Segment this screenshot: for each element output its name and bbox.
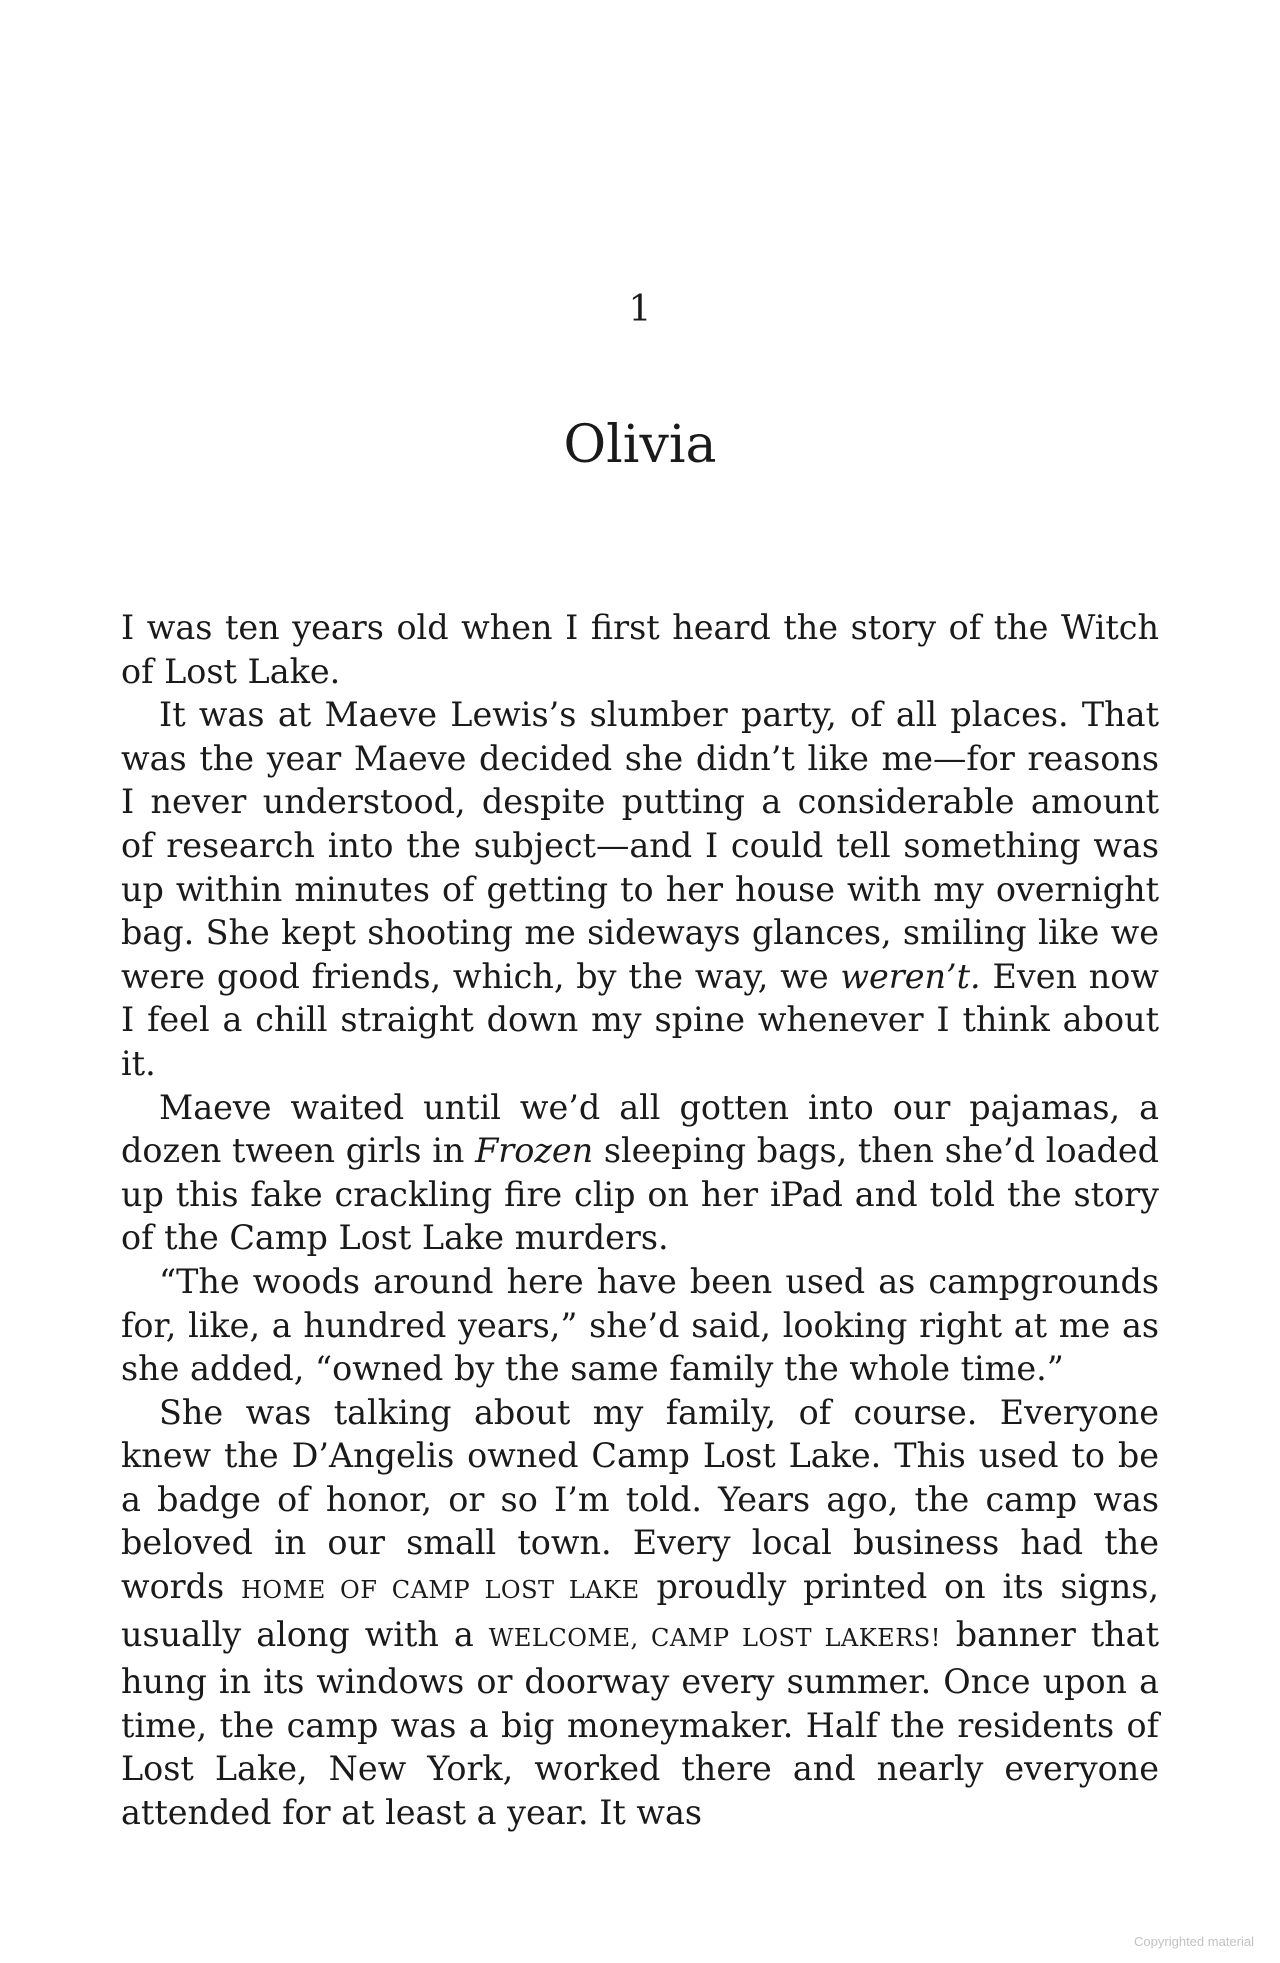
paragraph-text: She was talking about my family, of course. Everyone knew the D’Angelis owned Camp Lost Lake. This used to be a badge of honor, or so I’m told. Years ago, the camp was beloved in our small town. Every local business had the words [121,1392,1159,1607]
paragraph [121,1260,1159,1391]
paragraph-text: “The woods around here have been used as campgrounds for, like, a hundred years,” she’d said, looking right at me as she added, “owned by the same family the whole time.” [121,1261,1159,1389]
paragraph-text: Maeve waited until we’d all gotten into our pajamas, a dozen tween girls in [121,1087,1159,1171]
paragraph-text: It was at Maeve Lewis’s slumber party, of all places. That was the year Maeve decided she didn’t like me—for reasons I never understood, despite putting a considerable amount of research into the subject—and I could tell something was up within minutes of getting to her house with my overnight bag. She kept shooting me sideways glances, smiling like we were good friends, which, by the way, we [121,695,1159,996]
italic-text: Frozen [475,1131,594,1171]
small-caps-text: HOME OF CAMP LOST LAKE [240,1576,640,1605]
paragraph [121,1391,1159,1835]
paragraph-text: I was ten years old when I first heard the story of the Witch of Lost Lake. [121,608,1159,691]
chapter-number: 1 [628,289,652,330]
chapter-title: Olivia [563,415,717,475]
paragraph [121,606,1159,693]
paragraph-text: banner that hung in its windows or doorway every summer. Once upon a time, the camp was a big moneymaker. Half the residents of Lost Lake, New York, worked there and nearly everyone attended for at least a year. It was [121,1614,1159,1833]
paragraph [121,693,1159,1085]
paragraph-text: Even now I feel a chill straight down my spine whenever I think about it. [121,956,1159,1083]
small-caps-text: WELCOME, CAMP LOST LAKERS! [488,1623,941,1652]
paragraph-text: proudly printed on its signs, usually along with a [121,1567,1159,1654]
copyright-watermark: Copyrighted material [1134,1934,1254,1949]
chapter-body-text [121,606,1159,1835]
paragraph-text: sleeping bags, then she’d loaded up this fake crackling fire clip on her iPad and told the story of the Camp Lost Lake murders. [121,1131,1159,1258]
italic-text: weren’t. [840,956,981,996]
paragraph [121,1086,1159,1260]
